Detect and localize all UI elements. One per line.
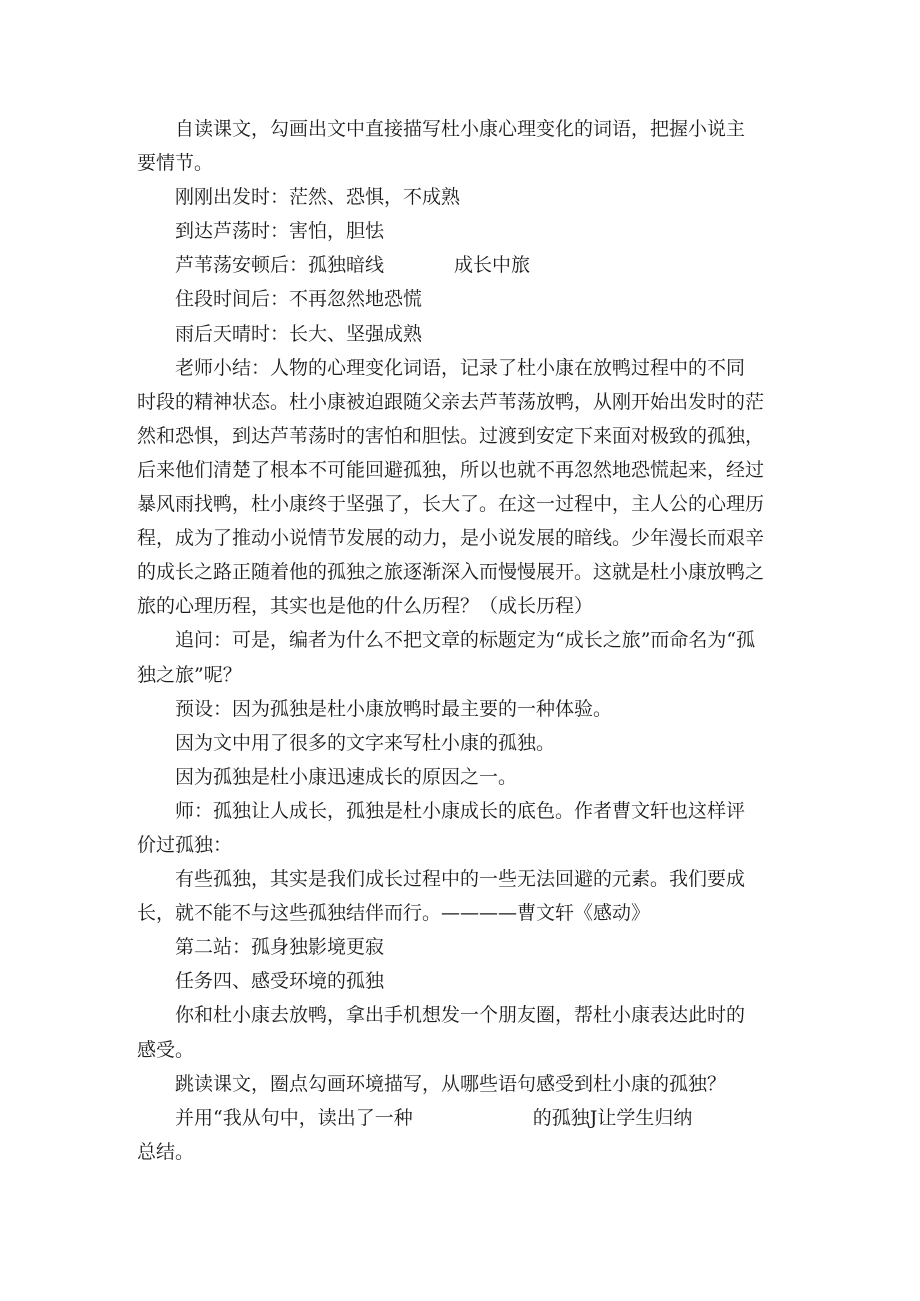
paragraph-line: 价过孤独：	[137, 833, 233, 856]
paragraph-line: 因为孤独是杜小康迅速成长的原因之一。	[175, 765, 518, 788]
paragraph-line: 到达芦荡时：害怕，胆怯	[175, 220, 385, 243]
task-heading: 任务四、感受环境的孤独	[175, 970, 385, 993]
plot-line-label: 芦苇荡安顿后：孤独暗线	[175, 254, 385, 277]
paragraph-line: 的成长之路正随着他的孤独之旅逐渐深入而慢慢展开。这就是杜小康放鸭之	[137, 561, 765, 584]
paragraph-line: 雨后天晴时：长大、坚强成熟	[175, 322, 423, 345]
paragraph-line: 自读课文，勾画出文中直接描写杜小康心理变化的词语，把握小说主	[175, 118, 746, 140]
paragraph-line: 预设：因为孤独是杜小康放鸭时最主要的一种体验。	[175, 697, 613, 720]
paragraph-line: 旅的心理历程，其实也是他的什么历程？（成长历程）	[137, 595, 594, 618]
paragraph-line: 刚刚出发时：茫然、恐惧，不成熟	[175, 186, 461, 209]
paragraph-line: 然和恐惧，到达芦苇荡时的害怕和胆怯。过渡到安定下来面对极致的孤独，	[137, 424, 765, 447]
paragraph-line: 总结。	[137, 1140, 195, 1163]
paragraph-line: 时段的精神状态。杜小康被迫跟随父亲去芦苇荡放鸭，从刚开始出发时的茫	[137, 390, 765, 413]
paragraph-line: 住段时间后：不再忽然地恐慌	[175, 288, 423, 311]
paragraph-line: 程，成为了推动小说情节发展的动力，是小说发展的暗线。少年漫长而艰辛	[137, 527, 765, 550]
paragraph-line	[137, 248, 797, 282]
paragraph-line: 有些孤独，其实是我们成长过程中的一些无法回避的元素。我们要成	[175, 868, 746, 891]
document-body	[137, 112, 797, 1169]
paragraph-line: 师：孤独让人成长，孤独是杜小康成长的底色。作者曹文轩也这样评	[175, 799, 746, 822]
paragraph-line: 因为文中用了很多的文字来写杜小康的孤独。	[175, 731, 556, 754]
paragraph-line: 后来他们清楚了根本不可能回避孤独，所以也就不再忽然地恐慌起来，经过	[137, 458, 765, 481]
section-heading: 第二站：孤身独影境更寂	[175, 936, 385, 959]
plot-line-note: 成长中旅	[454, 254, 531, 277]
paragraph-line: 你和杜小康去放鸭，拿出手机想发一个朋友圈，帮杜小康表达此时的	[175, 1004, 746, 1027]
paragraph-line: 跳读课文，圈点勾画环境描写，从哪些语句感受到杜小康的孤独？	[175, 1072, 727, 1095]
paragraph-line: 暴风雨找鸭，杜小康终于坚强了，长大了。在这一过程中，主人公的心理历	[137, 493, 765, 516]
prompt-text: 并用“我从句中，读出了一种	[175, 1106, 413, 1129]
paragraph-line: 追问：可是，编者为什么不把文章的标题定为“成长之旅”而命名为“孤	[175, 629, 756, 652]
paragraph-line: 独之旅”呢？	[137, 663, 242, 686]
paragraph-line	[137, 1101, 797, 1135]
paragraph-line: 老师小结：人物的心理变化词语，记录了杜小康在放鸭过程中的不同	[175, 356, 746, 379]
paragraph-line: 要情节。	[137, 152, 214, 175]
paragraph-line: 长，就不能不与这些孤独结伴而行。————曹文轩《感动》	[137, 902, 651, 925]
paragraph-line: 感受。	[137, 1038, 195, 1061]
prompt-text-end: 的孤独J让学生归纳	[532, 1106, 693, 1129]
